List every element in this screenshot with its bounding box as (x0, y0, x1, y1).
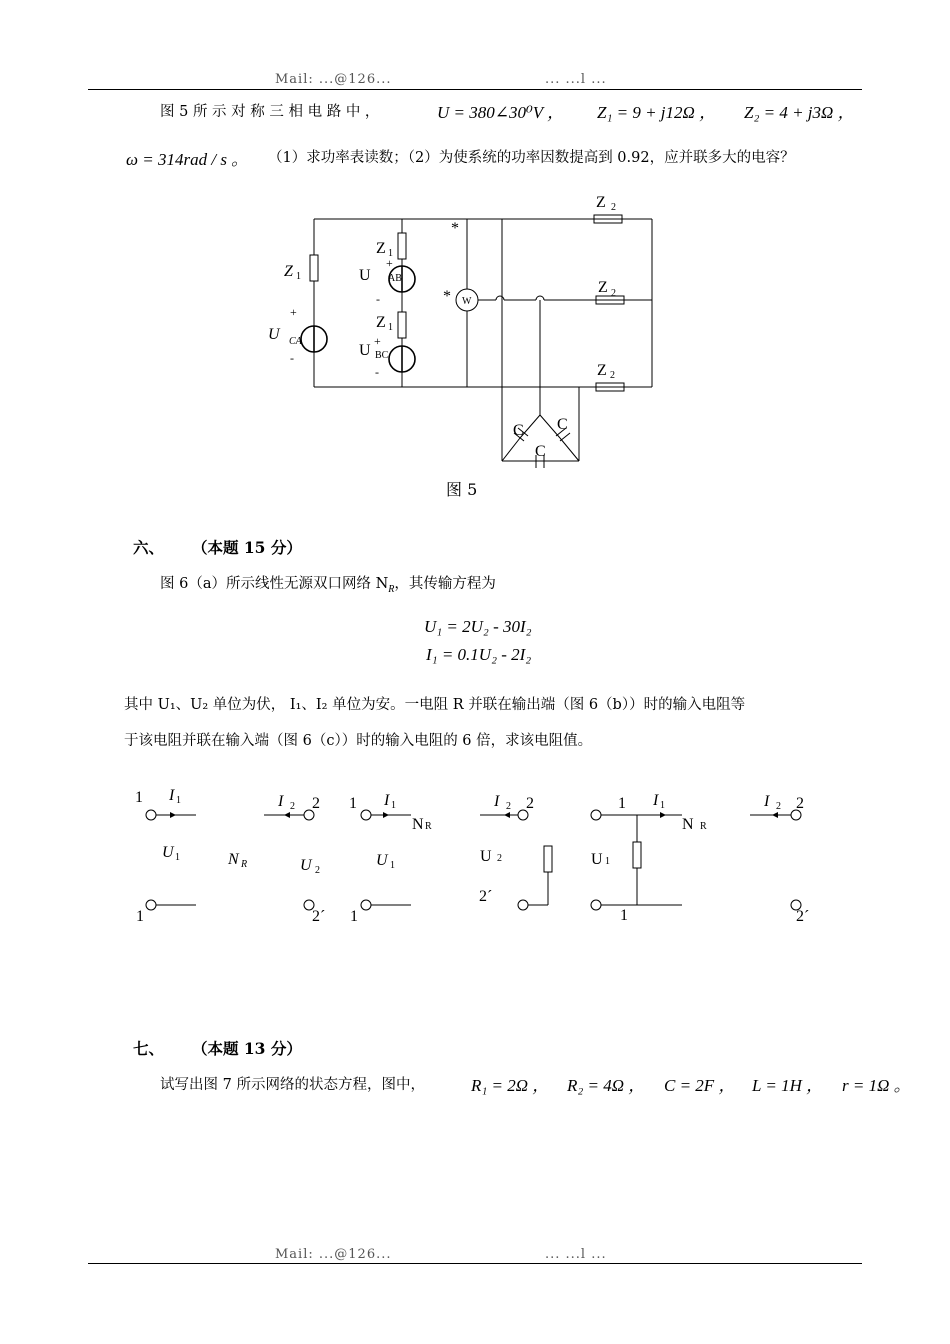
svg-text:+: + (290, 305, 297, 319)
svg-text:1: 1 (296, 271, 301, 282)
p5-z2-expr: Z₂ = 4 + j3Ω ， (744, 103, 855, 122)
svg-text:I: I (278, 793, 284, 810)
label-c-right: C (557, 416, 568, 433)
svg-text:2: 2 (610, 370, 615, 381)
svg-text:+: + (386, 256, 393, 270)
svg-text:2: 2 (526, 795, 534, 812)
p5-question: （1）求功率表读数；（2）为使系统的功率因数提高到 0.92，应并联多大的电容？ (268, 150, 795, 166)
svg-text:1: 1 (176, 795, 181, 806)
svg-text:1: 1 (388, 248, 393, 259)
section7-text: 试写出图 7 所示网络的状态方程，图中， (160, 1077, 425, 1093)
svg-text:2´: 2´ (796, 908, 810, 925)
svg-text:2: 2 (796, 795, 804, 812)
figure-6 (0, 770, 950, 940)
label-ubc: U (359, 342, 371, 359)
svg-text:2: 2 (506, 801, 511, 812)
svg-text:I: I (384, 792, 390, 809)
svg-text:I: I (764, 793, 770, 810)
star-top: * (451, 220, 459, 237)
footer-left: Mail: ...@126... (275, 1247, 392, 1262)
figure-5 (0, 0, 950, 520)
svg-text:+: + (374, 334, 381, 348)
section6-eq2: I₁ = 0.1U₂ - 2I₂ (426, 645, 532, 664)
svg-text:R: R (700, 821, 707, 832)
svg-text:1: 1 (391, 800, 396, 811)
label-z2-bot: Z (597, 362, 607, 379)
footer-right: ... ...l ... (545, 1247, 607, 1262)
fig6b-network: N (412, 816, 424, 833)
section7-c: C = 2F ， (664, 1076, 736, 1095)
section6-heading: 六、 (133, 538, 165, 557)
svg-text:1: 1 (660, 800, 665, 811)
section7-r1: R₁ = 2Ω ， (471, 1076, 550, 1095)
section6-intro: 图 6（a）所示线性无源双口网络 $N_R$，其传输方程为 (160, 576, 496, 595)
svg-text:AB: AB (388, 273, 402, 284)
fig6c-port1: 1 (618, 795, 626, 812)
section7-r2: R₂ = 4Ω ， (567, 1076, 646, 1095)
label-z2-mid: Z (598, 279, 608, 296)
svg-text:-: - (376, 292, 380, 306)
svg-text:1: 1 (136, 908, 144, 925)
svg-text:U: U (300, 857, 312, 874)
svg-text:2: 2 (290, 801, 295, 812)
svg-text:2: 2 (315, 865, 320, 876)
svg-text:1: 1 (605, 856, 610, 867)
section6-line2: 于该电阻并联在输入端（图 6（c））时的输入电阻的 6 倍，求该电阻值。 (124, 733, 593, 749)
svg-text:2: 2 (776, 801, 781, 812)
label-z1-left: Z (284, 263, 293, 280)
label-z2-top: Z (596, 194, 606, 211)
section6-line1: 其中 U₁、U₂ 单位为伏， I₁、I₂ 单位为安。一电阻 R 并联在输出端（图 6（b））时的输入电阻等 (124, 697, 746, 713)
fig6a-network: N (228, 851, 239, 868)
fig6a-port2: 2 (312, 795, 320, 812)
svg-text:2: 2 (611, 202, 616, 213)
svg-text:2: 2 (497, 853, 502, 864)
svg-text:2´: 2´ (312, 908, 326, 925)
header-right: ... ...l ... (545, 72, 607, 87)
section7-r: r = 1Ω 。 (842, 1076, 911, 1095)
svg-text:1: 1 (388, 322, 393, 333)
label-uab: U (359, 267, 371, 284)
fig5-caption: 图 5 (446, 480, 478, 499)
label-uca: U (268, 326, 280, 343)
svg-text:2´: 2´ (479, 888, 493, 905)
label-z1-top: Z (376, 240, 386, 257)
svg-text:U: U (376, 852, 388, 869)
section7-score: （本题 13 分） (192, 1039, 302, 1058)
svg-text:BC: BC (375, 350, 389, 361)
svg-text:1: 1 (390, 860, 395, 871)
fig6b-port1: 1 (349, 795, 357, 812)
svg-text:U: U (480, 848, 492, 865)
svg-text:R: R (425, 821, 432, 832)
header-left: Mail: ...@126... (275, 72, 392, 87)
fig6c-network: N (682, 816, 694, 833)
svg-text:-: - (290, 351, 294, 365)
section7-l: L = 1H ， (752, 1076, 824, 1095)
wattmeter-label: W (462, 296, 472, 307)
label-c-bottom: C (535, 443, 546, 460)
svg-text:2: 2 (611, 288, 616, 299)
p5-intro: 图 5 所 示 对 称 三 相 电 路 中 ， (160, 104, 380, 120)
svg-text:1: 1 (350, 908, 358, 925)
svg-text:CA: CA (289, 336, 302, 347)
svg-text:I: I (169, 787, 175, 804)
svg-text:U: U (162, 844, 174, 861)
p5-omega-expr: ω = 314rad / s 。 (126, 150, 249, 169)
section6-eq1: U₁ = 2U₂ - 30I₂ (424, 617, 532, 636)
section7-heading: 七、 (133, 1039, 165, 1058)
svg-text:1: 1 (175, 852, 180, 863)
p5-z1-expr: Z₁ = 9 + j12Ω ， (597, 103, 717, 122)
p5-u-expr: U = 380∠30⁰V ， (437, 103, 565, 122)
svg-text:1: 1 (620, 907, 628, 924)
footer-rule (88, 1263, 862, 1264)
svg-text:I: I (494, 793, 500, 810)
label-c-left: C (513, 422, 524, 439)
svg-text:U: U (591, 851, 603, 868)
fig6a-port1: 1 (135, 789, 143, 806)
section6-score: （本题 15 分） (192, 538, 302, 557)
star-mid: * (443, 288, 451, 305)
svg-text:R: R (241, 859, 248, 870)
svg-text:-: - (375, 365, 379, 379)
svg-text:I: I (653, 792, 659, 809)
label-z1-mid: Z (376, 314, 386, 331)
